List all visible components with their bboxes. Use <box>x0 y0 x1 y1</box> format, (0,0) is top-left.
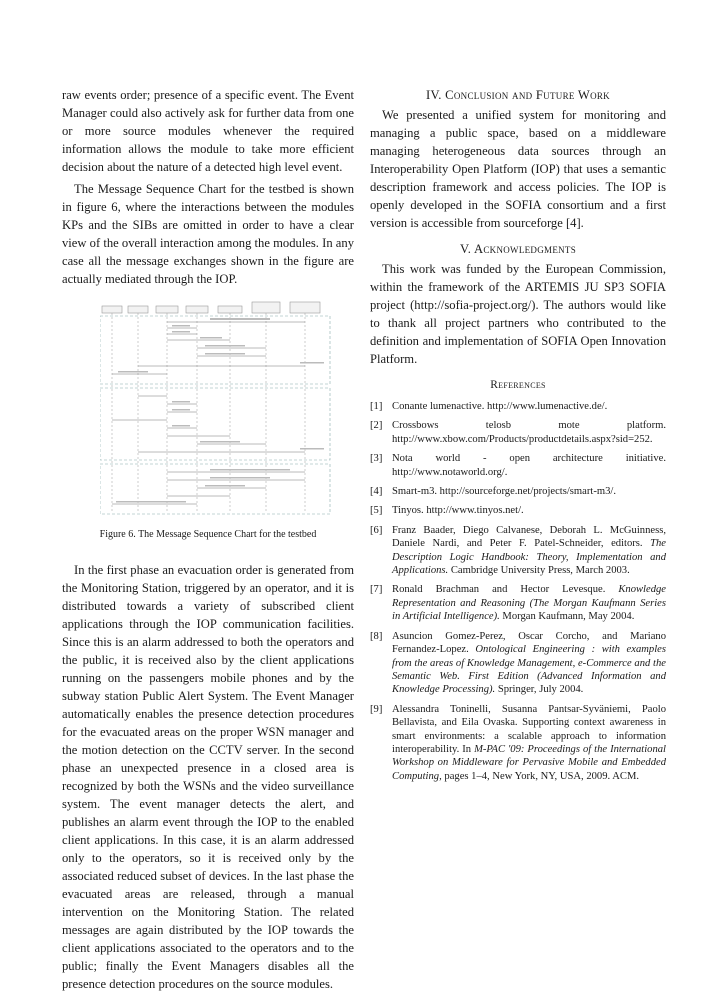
reference-item: [9] Alessandra Toninelli, Susanna Pantsar-Syväniemi, Paolo Bellavista, and Eila Ovaska. Supporting context awareness in smart environments: a scalable approach to information interoperability. In M-PAC '09: Proceedings of the International Workshop on Middleware for Pervasive Mobile and Embedded Computing, pages 1–4, New York, NY, USA, 2009. ACM. <box>370 703 666 782</box>
reference-item: [7] Ronald Brachman and Hector Levesque. Knowledge Representation and Reasoning (The Morgan Kaufmann Series in Artificial Intelligence). Morgan Kaufmann, May 2004. <box>370 584 666 623</box>
paragraph-continuation: raw events order; presence of a specific event. The Event Manager could also actively ask for further data from one or more source modules whenever the required information allows the module to take more efficient decision about the nature of a detected high level event. <box>62 88 354 174</box>
reference-item: [5] Tinyos. http://www.tinyos.net/. <box>370 505 524 517</box>
reference-list <box>370 400 666 783</box>
figure-caption: Figure 6. The Message Sequence Chart for the testbed <box>99 529 317 540</box>
left-column <box>62 86 354 993</box>
reference-item: [2] Crossbows telosb mote platform. http://www.xbow.com/Products/productdetails.aspx?sid=252. <box>370 420 666 445</box>
references-heading: References <box>490 379 546 391</box>
reference-item: [8] Asuncion Gomez-Perez, Oscar Corcho, and Mariano Fernandez-Lopez. Ontological Engineering : with examples from the areas of Knowledge Management, e-Commerce and the Semantic Web. First Edition (Advanced Information and Knowledge Processing). Springer, July 2004. <box>370 630 666 696</box>
section-heading-conclusion: IV. Conclusion and Future Work <box>426 88 610 102</box>
reference-item: [1] Conante lumenactive. http://www.lumenactive.de/. <box>370 401 608 412</box>
message-sequence-chart-image <box>100 296 332 518</box>
paragraph-conclusion: We presented a unified system for monitoring and managing a public space, based on a middleware managing heterogeneous data sources through an Interoperability Open Platform (IOP) that uses a semantic description framework and access policies. The IOP is openly developed in the SOFIA consortium and a first version is accessible from sourceforge [4]. <box>370 108 666 230</box>
paragraph-acknowledgments: This work was funded by the European Commission, within the framework of the ARTEMIS JU SP3 SOFIA project (http://sofia-project.org/). The authors would like to thank all project partners who contributed to the definition and implementation of SOFIA Open Innovation Platform. <box>370 262 666 366</box>
reference-item: [3] Nota world - open architecture initiative. http://www.notaworld.org/. <box>370 453 666 478</box>
paragraph-phases: In the first phase an evacuation order is generated from the Monitoring Station, triggered by an operator, and it is distributed towards a variety of subscribed client applications through the IOP communication facilities. Since this is an alarm addressed to both the operators and the public, it is received also by the client applications running on the passengers mobile phones and by the subway station Public Alert System. The Event Manager automatically enables the presence detection procedures for the evacuated areas on the proper WSN manager and the motion detection on the CCTV server. In the second phase an unexpected presence in a closed area is recognized by both the WSNs and the video surveillance system. The event manager detects the alert, and publishes an alarm event through the IOP to the enabled client applications. In this case, it is an alarm addressed only to the operators, so it is received only by the associated reduced subset of devices. In the last phase the evacuated areas are released, through a manual intervention on the Monitoring Station. The related messages are again distributed by the IOP towards the client applications associated to the operators and to the public; finally the Event Managers disables all the presence detection procedures on the source modules. <box>62 563 354 991</box>
paragraph-msc-intro: The Message Sequence Chart for the testbed is shown in figure 6, where the interactions between the modules KPs and the SIBs are omitted in order to have a clear view of the overall interaction among the modules. In any case all the message exchanges shown in the figure are actually mediated through the IOP. <box>62 182 354 286</box>
reference-item: [4] Smart-m3. http://sourceforge.net/projects/smart-m3/. <box>370 486 616 498</box>
figure-6 <box>62 296 354 518</box>
reference-item: [6] Franz Baader, Diego Calvanese, Deborah L. McGuinness, Daniele Nardi, and Peter F. Patel-Schneider, editors. The Description Logic Handbook: Theory, Implementation and Applications. Cambridge University Press, March 2003. <box>370 524 666 577</box>
right-column <box>370 86 666 789</box>
section-heading-acknowledgments: V. Acknowledgments <box>459 242 577 256</box>
